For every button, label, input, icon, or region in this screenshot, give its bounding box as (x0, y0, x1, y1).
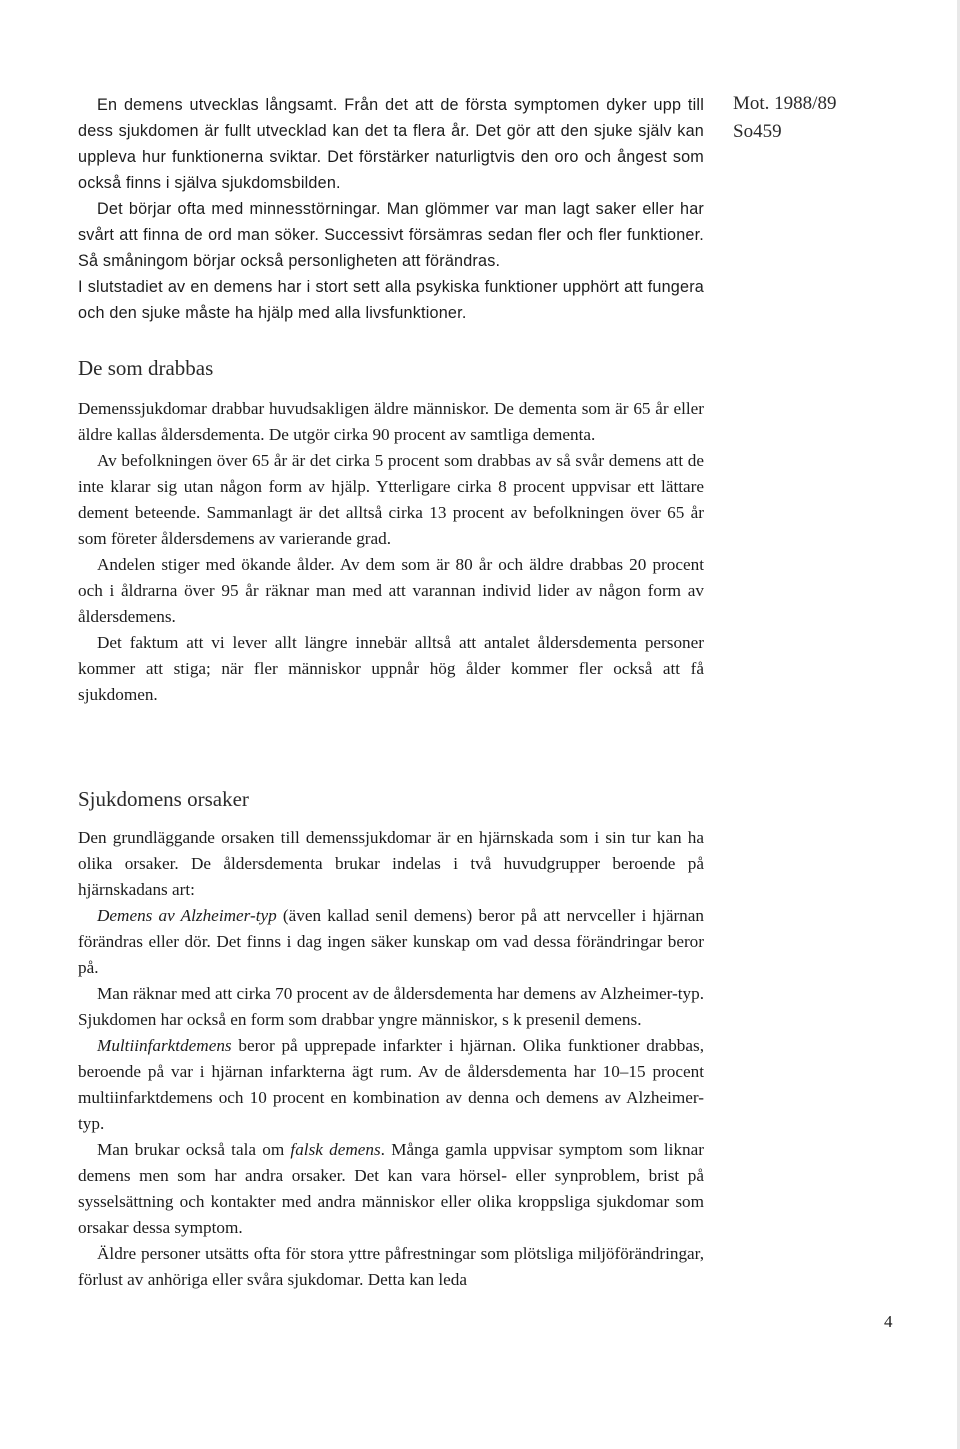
body-paragraph (78, 1033, 704, 1137)
intro-paragraph: I slutstadiet av en demens har i stort sett alla psykiska funktioner upphört att fungera och den sjuke måste ha hjälp med alla livsfunktioner. (78, 278, 704, 322)
paragraph-text: . Många gamla uppvisar symptom som liknar demens men som har andra orsaker. Det kan vara hörsel- eller synproblem, brist på sysselsättning och kontakter med andra människor eller olika kroppsliga sjukdomar som orsakar dessa symptom. (78, 1140, 704, 1237)
term-alzheimer: Demens av Alzheimer-typ (97, 906, 277, 925)
section-heading: Sjukdomens orsaker (78, 787, 249, 811)
body-paragraph: Det faktum att vi lever allt längre innebär alltså att antalet åldersdementa personer kommer att stiga; när fler människor uppnår hög ålder kommer fler också att få sjukdomen. (78, 633, 704, 704)
intro-paragraph: En demens utvecklas långsamt. Från det att de första symptomen dyker upp till dess sjukdomen är fullt utvecklad kan det ta flera år. Det gör att den sjuke själv kan uppleva hur funktionerna sviktar. Det förstärker naturligtvis den oro och ångest som också finns i själva sjukdomsbilden. (78, 96, 704, 192)
body-paragraph: Demenssjukdomar drabbar huvudsakligen äldre människor. De dementa som är 65 år eller äldre kallas åldersdementa. De utgör cirka 90 procent av samtliga dementa. (78, 399, 704, 444)
body-paragraph (78, 903, 704, 981)
committee-code: So459 (733, 121, 782, 142)
paragraph-text: Man brukar också tala om (97, 1140, 291, 1159)
paragraph-text: (även kallad senil demens) beror på att nervceller i hjärnan förändras eller dör. Det finns i dag ingen säker kunskap om vad dessa förändringar beror på. (78, 906, 705, 977)
page-number: 4 (884, 1312, 893, 1331)
body-paragraph: Den grundläggande orsaken till demenssjukdomar är en hjärnskada som i sin tur kan ha olika orsaker. De åldersdementa brukar indelas i två huvudgrupper beroende på hjärnskadans art: (78, 828, 704, 899)
motion-reference (733, 90, 836, 146)
body-paragraph: Äldre personer utsätts ofta för stora yttre påfrestningar som plötsliga miljöförändringar, förlust av anhöriga eller svåra sjukdomar. Detta kan leda (78, 1244, 704, 1289)
term-multiinfarkt: Multiinfarktdemens (97, 1036, 232, 1055)
section-heading: De som drabbas (78, 356, 214, 380)
section-sjukdomens-orsaker (78, 785, 704, 1293)
body-paragraph (78, 1137, 704, 1241)
body-paragraph: Av befolkningen över 65 år är det cirka 5 procent som drabbas av så svår demens att de inte klarar sig utan någon form av hjälp. Ytterligare cirka 8 procent uppvisar ett lättare dement beteende. Sammanlagt är det alltså cirka 13 procent av befolkningen över 65 år som företer åldersdemens av varierande grad. (78, 451, 704, 548)
motion-number: Mot. 1988/89 (733, 93, 837, 114)
section-de-som-drabbas (78, 354, 704, 708)
intro-text (78, 92, 704, 326)
body-paragraph: Andelen stiger med ökande ålder. Av dem som är 80 år och äldre drabbas 20 procent och i åldrarna över 95 år räknar man med att varannan individ lider av någon form av åldersdemens. (78, 555, 704, 626)
body-paragraph: Man räknar med att cirka 70 procent av de åldersdementa har demens av Alzheimer-typ. Sjukdomen har också en form som drabbar yngre människor, s k presenil demens. (78, 984, 704, 1029)
intro-paragraph: Det börjar ofta med minnesstörningar. Man glömmer var man lagt saker eller har svårt att finna de ord man söker. Successivt försämras sedan fler och fler funktioner. Så småningom börjar också personligheten att förändras. (78, 200, 704, 270)
paragraph-text: beror på upprepade infarkter i hjärnan. Olika funktioner drabbas, beroende på var i hjärnan infarkterna ägt rum. Av de åldersdementa har 10–15 procent multiinfarktdemens och 10 procent en kombination av denna och demens av Alzheimer-typ. (78, 1036, 704, 1133)
term-falsk-demens: falsk demens (290, 1140, 381, 1159)
